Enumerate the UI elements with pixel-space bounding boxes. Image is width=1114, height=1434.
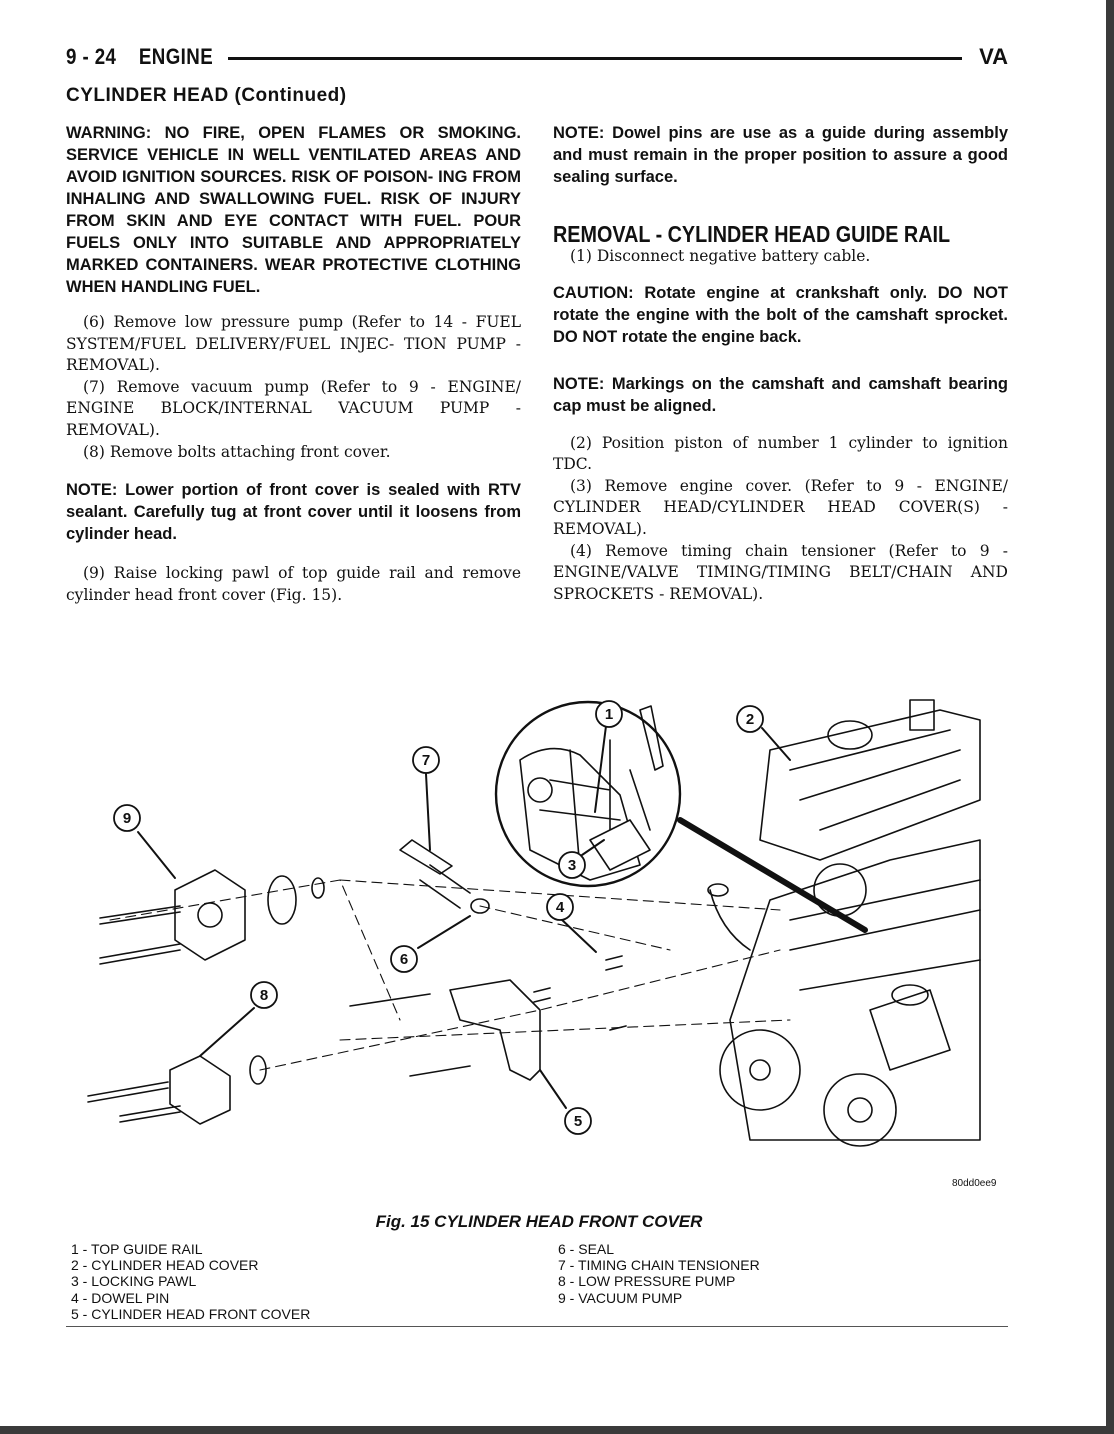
markings-note: NOTE: Markings on the camshaft and camshaft bearing cap must be aligned. [553, 374, 1008, 415]
step-6: (6) Remove low pressure pump (Refer to 14 - FUEL SYSTEM/FUEL DELIVERY/FUEL INJEC- TION PUMP - REMOVAL). [66, 313, 521, 375]
callout-5: 5 [573, 1113, 583, 1130]
legend-item-9: 9 - VACUUM PUMP [558, 1289, 683, 1306]
page-header [66, 42, 1008, 72]
section-title: CYLINDER HEAD (Continued) [66, 85, 347, 106]
legend-item-7: 7 - TIMING CHAIN TENSIONER [558, 1257, 760, 1274]
legend-bottom-rule [66, 1326, 1008, 1327]
vacuum-pump-body [175, 870, 245, 960]
vacuum-pump-port [198, 903, 222, 927]
vacuum-pump-small-seal [312, 878, 324, 898]
header-rule [228, 57, 962, 60]
engine-rail-lines [790, 880, 980, 990]
reservoir-body [870, 990, 950, 1070]
legend-item-2: 2 - CYLINDER HEAD COVER [71, 1257, 259, 1274]
callout-9: 9 [122, 810, 132, 827]
callout-6: 6 [399, 951, 409, 968]
detail-bore [528, 778, 552, 802]
rotation-caution: CAUTION: Rotate engine at crankshaft only. DO NOT rotate the engine with the bolt of the camshaft sprocket. DO NOT rotate the engine back. [553, 283, 1008, 346]
front-cover-group [350, 956, 626, 1080]
step-8: (8) Remove bolts attaching front cover. [83, 442, 391, 461]
step-2: (2) Position piston of number 1 cylinder to ignition TDC. [553, 433, 1008, 474]
leader-2 [762, 728, 790, 760]
callout-8: 8 [259, 987, 269, 1004]
callout-7: 7 [421, 752, 431, 769]
step-9: (9) Raise locking pawl of top guide rail and remove cylinder head front cover (Fig. 15). [66, 564, 521, 604]
page-number-section: 9 - 24 ENGINE [66, 44, 214, 69]
leader-9 [138, 832, 175, 878]
guide-rail-heading: REMOVAL - CYLINDER HEAD GUIDE RAIL [553, 221, 951, 247]
callout-1: 1 [604, 706, 614, 723]
left-column [66, 122, 521, 606]
crank-pulley-hub [848, 1098, 872, 1122]
pulley-hub [750, 1060, 770, 1080]
engine-block-group [708, 840, 980, 1146]
vacuum-pump-o-ring [268, 876, 296, 924]
tensioner-head [400, 840, 452, 874]
dowel-note: NOTE: Dowel pins are use as a guide during assembly and must remain in the proper position to assure a good sealing surface. [553, 124, 1008, 186]
legend-item-4: 4 - DOWEL PIN [71, 1289, 170, 1306]
engine-block-outline [730, 840, 980, 1140]
leader-4 [560, 918, 596, 952]
low-pressure-pump-group [88, 1056, 266, 1124]
callout-circles [114, 701, 763, 1134]
dipstick-handle [708, 884, 728, 896]
figure-code: 80dd0ee9 [952, 1178, 997, 1189]
leader-6 [418, 916, 470, 948]
step-4: (4) Remove timing chain tensioner (Refer to 9 - ENGINE/VALVE TIMING/TIMING BELT/CHAIN AND SPROCKETS - REMOVAL). [553, 541, 1008, 603]
head-cover-ribs [790, 730, 960, 830]
vacuum-pump-group [100, 870, 324, 964]
low-pressure-pump-bolts [88, 1082, 180, 1122]
legend-left [71, 1241, 310, 1322]
legend-item-5: 5 - CYLINDER HEAD FRONT COVER [71, 1305, 311, 1322]
dipstick-tube [710, 890, 750, 950]
viewer-right-edge [1106, 0, 1114, 1434]
dowel-pins [534, 956, 626, 1030]
crank-pulley [824, 1074, 896, 1146]
legend-item-8: 8 - LOW PRESSURE PUMP [558, 1273, 736, 1290]
legend-item-1: 1 - TOP GUIDE RAIL [71, 1241, 203, 1257]
detail-pointer-beam [680, 820, 865, 930]
front-cover-outline [450, 980, 540, 1080]
callout-2: 2 [745, 711, 755, 728]
centerline-lower [260, 950, 780, 1070]
legend-item-3: 3 - LOCKING PAWL [71, 1273, 197, 1290]
viewer-bottom-edge [0, 1426, 1114, 1434]
legend-item-6: 6 - SEAL [558, 1241, 615, 1257]
callout-4: 4 [555, 899, 565, 916]
cylinder-head-cover-group [760, 700, 980, 860]
leader-8 [200, 1008, 254, 1056]
callout-numbers [123, 706, 754, 1130]
step-1: (1) Disconnect negative battery cable. [570, 247, 871, 265]
legend-right [558, 1241, 760, 1306]
rtv-note: NOTE: Lower portion of front cover is sealed with RTV sealant. Carefully tug at front cover until it loosens from cylinder head. [66, 481, 521, 544]
leader-5 [540, 1070, 566, 1108]
vacuum-pump-bolts [100, 906, 180, 964]
centerline-tensioner [480, 906, 670, 950]
centerline-middle [340, 1020, 790, 1040]
assembly-centerlines [110, 880, 790, 1070]
reservoir-cap [892, 985, 928, 1005]
step-7: (7) Remove vacuum pump (Refer to 9 - ENGINE/ ENGINE BLOCK/INTERNAL VACUUM PUMP - REMOVAL). [66, 377, 521, 439]
fuel-warning: WARNING: NO FIRE, OPEN FLAMES OR SMOKING. SERVICE VEHICLE IN WELL VENTILATED AREAS AND AVOID IGNITION SOURCES. RISK OF POISON- ING FROM INHALING AND SWALLOWING FUEL. RISK OF INJURY FROM SKIN AND EYE CONTACT WITH FUEL. POUR FUELS ONLY INTO SUITABLE AND APPROPRIATELY MARKED CONTAINERS. WEAR PROTECTIVE CLOTHING WHEN HANDLING FUEL. [66, 124, 521, 296]
camshaft-sprocket [814, 864, 866, 916]
low-pressure-pump-o-ring [250, 1056, 266, 1084]
leader-1 [595, 726, 606, 812]
leader-7 [426, 774, 430, 850]
detail-locking-pawl [590, 820, 650, 870]
right-column [553, 122, 1008, 605]
timing-chain-tensioner-group [400, 840, 489, 913]
front-cover-diagram [70, 690, 1010, 1200]
figure-caption: Fig. 15 CYLINDER HEAD FRONT COVER [375, 1212, 703, 1231]
model-code: VA [979, 44, 1008, 69]
callout-3: 3 [567, 857, 577, 874]
low-pressure-pump-body [170, 1056, 230, 1124]
leader-arrows [138, 726, 790, 1108]
pulley-large [720, 1030, 800, 1110]
step-3: (3) Remove engine cover. (Refer to 9 - ENGINE/ CYLINDER HEAD/CYLINDER HEAD COVER(S) - REMOVAL). [553, 476, 1008, 538]
detail-magnifier-group [496, 702, 865, 930]
